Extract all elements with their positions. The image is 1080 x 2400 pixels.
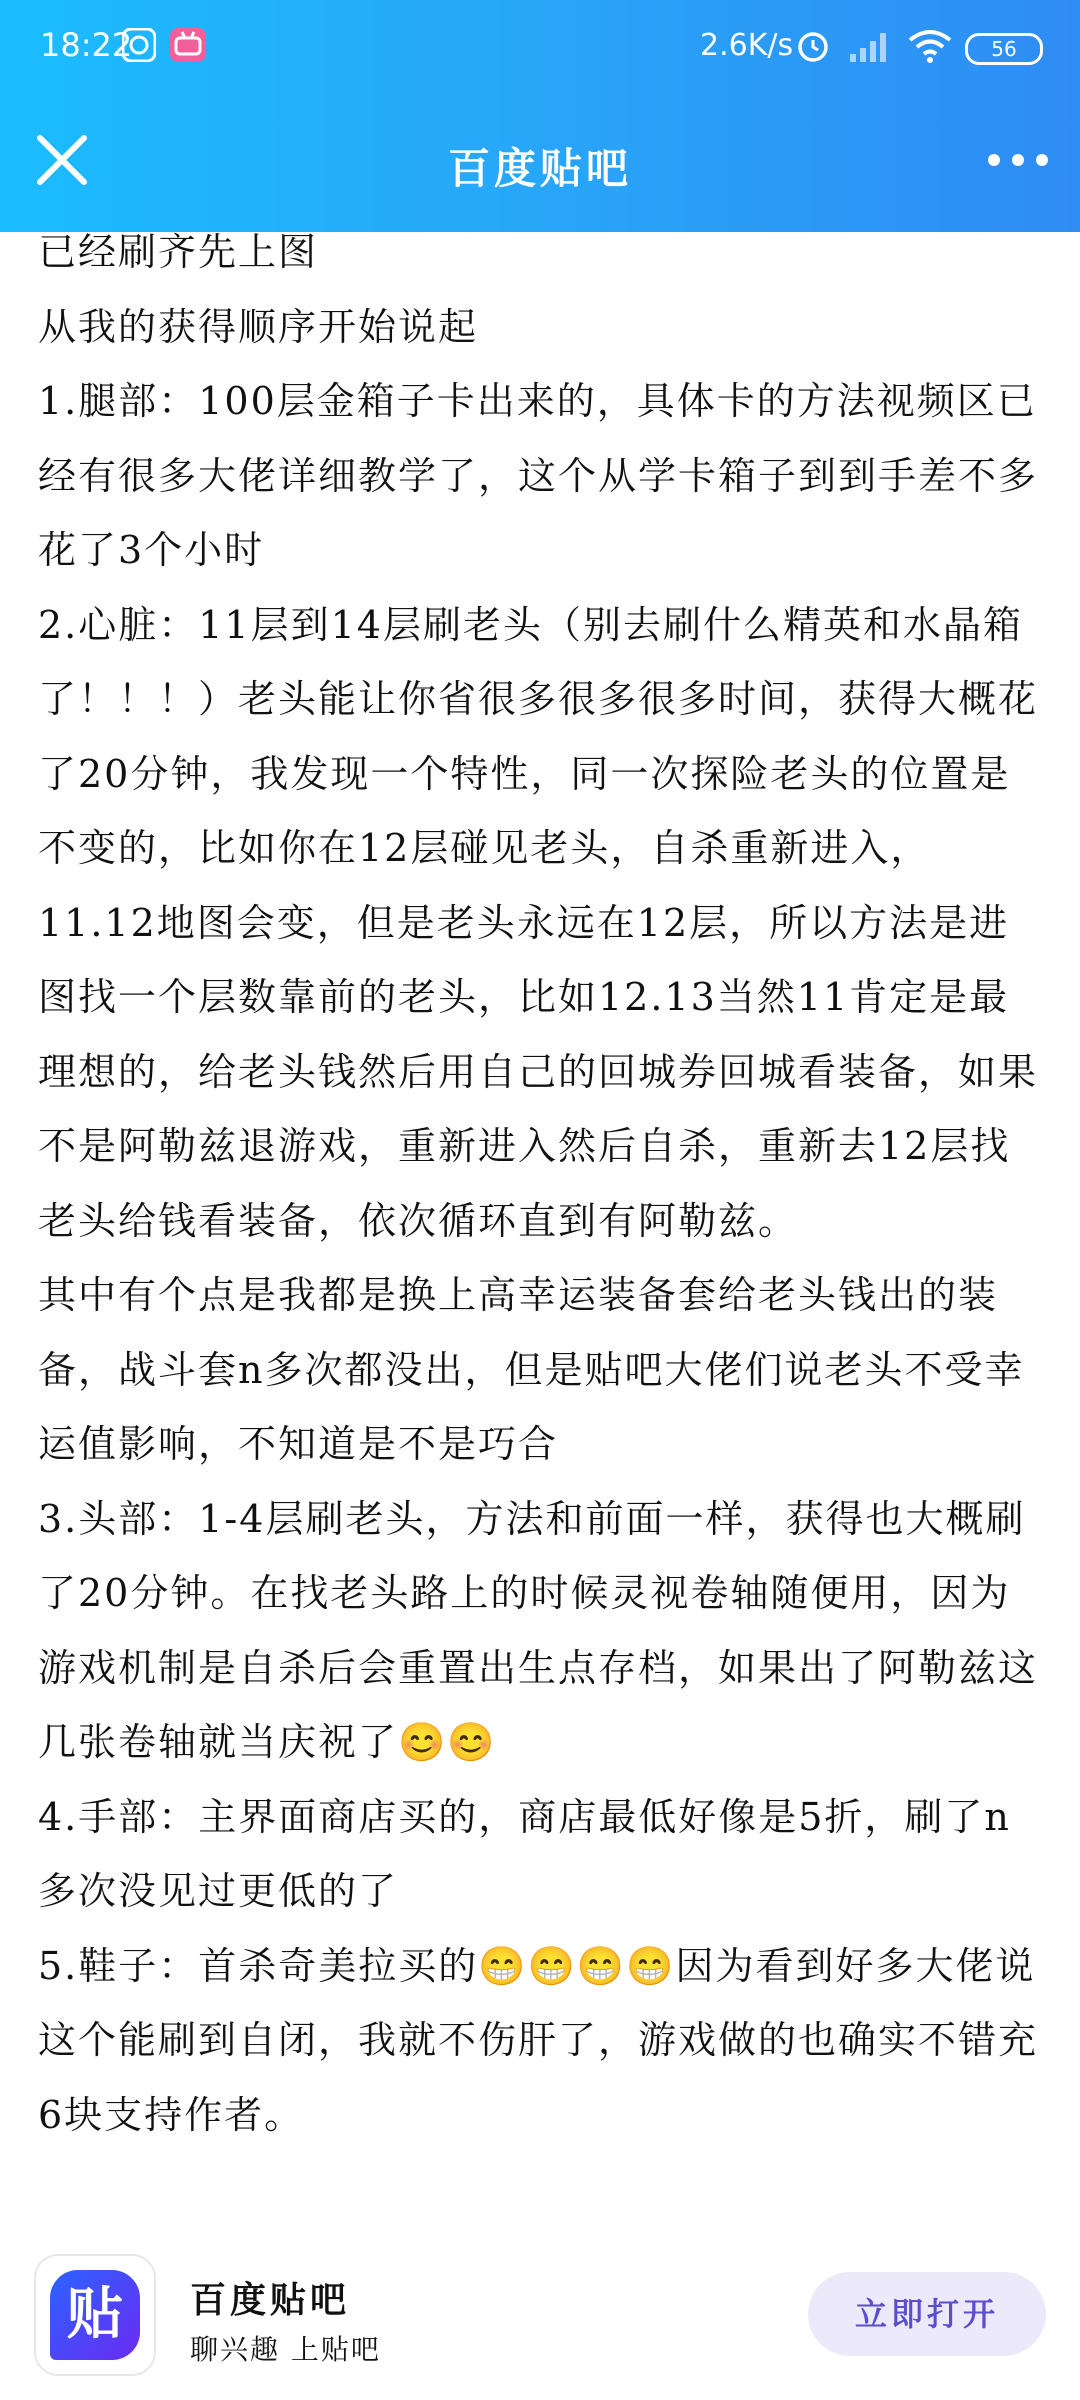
bilibili-icon bbox=[170, 28, 206, 62]
app-name: 百度贴吧 bbox=[190, 2279, 351, 2321]
battery-indicator: 56 bbox=[965, 33, 1043, 65]
tieba-logo-mark: 贴 bbox=[50, 2270, 140, 2360]
post-paragraph: 已经刷齐先上图 bbox=[38, 230, 319, 274]
post-content bbox=[38, 215, 1048, 2152]
post-paragraph: 2.心脏：11层到14层刷老头（别去刷什么精英和水晶箱了！！！）老头能让你省很多很多很多时间，获得大概花了20分钟，我发现一个特性，同一次探险老头的位置是不变的，比如你在12层碰见老头，自杀重新进入，11.12地图会变，但是老头永远在12层，所以方法是进图找一个层数靠前的老头，比如12.13当然11肯定是最理想的，给老头钱然后用自己的回城券回城看装备，如果不是阿勒兹退游戏，重新进入然后自杀，重新去12层找老头给钱看装备，依次循环直到有阿勒兹。 bbox=[38, 602, 1039, 1243]
app-download-bar bbox=[0, 2232, 1080, 2400]
signal-icon bbox=[848, 30, 892, 66]
status-time: 18:22 bbox=[40, 26, 133, 64]
status-bar bbox=[0, 0, 1080, 96]
post-paragraph: 1.腿部：100层金箱子卡出来的，具体卡的方法视频区已经有很多大佬详细教学了，这个从学卡箱子到到手差不多花了3个小时 bbox=[38, 379, 1039, 572]
post-paragraph: 4.手部：主界面商店买的，商店最低好像是5折，刷了n多次没见过更低的了 bbox=[38, 1794, 1011, 1913]
post-paragraph: 3.头部：1-4层刷老头，方法和前面一样，获得也大概刷了20分钟。在找老头路上的时候灵视卷轴随便用，因为游戏机制是自杀后会重置出生点存档，如果出了阿勒兹这几张卷轴就当庆祝了😊😊 bbox=[38, 1496, 1039, 1764]
page-title: 百度贴吧 bbox=[447, 144, 632, 193]
post-paragraph: 5.鞋子：首杀奇美拉买的😁😁😁😁因为看到好多大佬说这个能刷到自闭，我就不伤肝了，游戏做的也确实不错充6块支持作者。 bbox=[38, 1943, 1039, 2137]
wechat-icon bbox=[122, 28, 156, 62]
network-speed: 2.6K/s bbox=[700, 28, 794, 63]
open-app-button[interactable]: 立即打开 bbox=[808, 2272, 1046, 2356]
app-slogan: 聊兴趣 上贴吧 bbox=[190, 2333, 381, 2366]
wifi-icon bbox=[906, 28, 954, 68]
post-paragraph: 其中有个点是我都是换上高幸运装备套给老头钱出的装备，战斗套n多次都没出，但是贴吧大佬们说老头不受幸运值影响，不知道是不是巧合 bbox=[38, 1273, 1025, 1466]
more-dots-icon bbox=[986, 140, 1050, 180]
title-bar bbox=[0, 96, 1080, 232]
more-button[interactable] bbox=[986, 140, 1050, 180]
app-header bbox=[0, 0, 1080, 232]
post-paragraph: 从我的获得顺序开始说起 bbox=[38, 304, 479, 349]
alarm-icon bbox=[795, 28, 831, 68]
tieba-logo bbox=[34, 2254, 156, 2376]
